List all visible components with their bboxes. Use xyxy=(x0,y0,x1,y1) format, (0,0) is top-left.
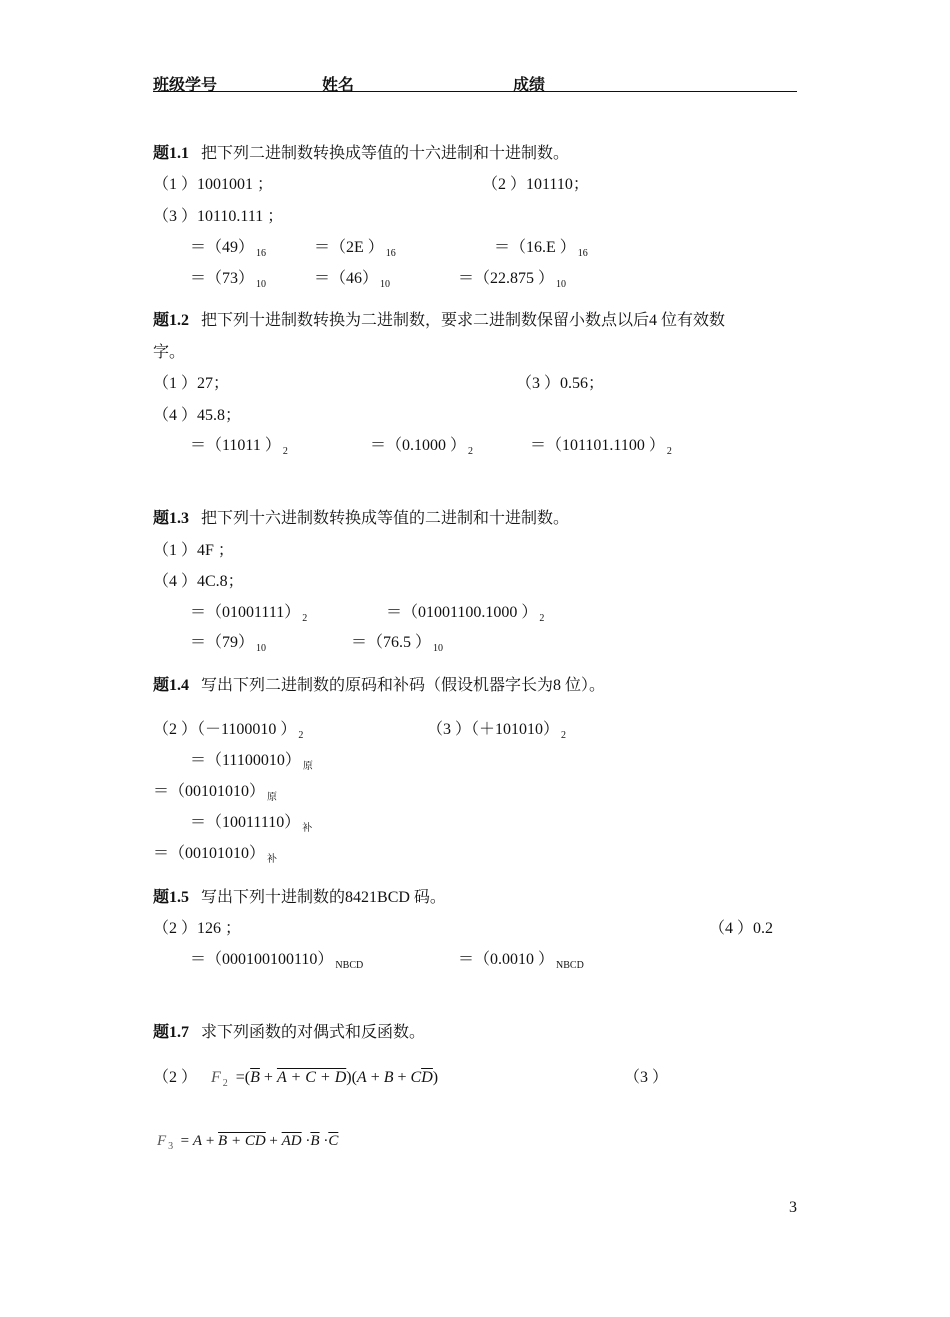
q11-item3: （3 ）10110.111 ； xyxy=(153,208,284,225)
q12-ans2: ＝（0.1000 ） $_2$ xyxy=(370,437,474,457)
q11-dec3: ＝（22.875 ） $_{10}$ xyxy=(458,270,567,290)
q14-r1: ＝（11100010） $_原$ xyxy=(190,752,313,772)
q13-dec1: ＝（79） $_{10}$ xyxy=(190,634,267,654)
q14-item2: （2 ）（－1100010 ） $_2$ xyxy=(153,721,304,741)
q15-ans1: ＝（000100100110） $_{NBCD}$ xyxy=(190,951,364,971)
q15-ans2: ＝（0.0010 ） $_{NBCD}$ xyxy=(458,951,584,971)
q12-item1: （1 ）27； xyxy=(153,375,230,392)
q11-hex1: ＝（49） $_{16}$ xyxy=(190,239,267,259)
header-name: 姓名 xyxy=(322,77,355,94)
page-number: 3 xyxy=(789,1199,797,1216)
q15-item2: （2 ）126 ； xyxy=(153,920,242,937)
q11-title: 题1.1 把下列二进制数转换成等值的十六进制和十进制数。 xyxy=(153,145,570,162)
q14-r2: ＝（00101010） $_原$ xyxy=(153,783,278,803)
q17-f3-formula: F $_3$ = A + B + CD + $\overline{AD} \cdot\overline{B} \cdot\overline{C}$ xyxy=(157,1133,339,1152)
q13-title: 题1.3 把下列十六进制数转换成等值的二进制和十进制数。 xyxy=(153,510,570,527)
q12-item3: （3 ）0.56； xyxy=(516,375,605,392)
q13-bin1: ＝（01001111） $_2$ xyxy=(190,604,308,624)
q14-title: 题1.4 写出下列二进制数的原码和补码（假设机器字长为8 位）。 xyxy=(153,677,606,694)
q14-r3: ＝（10011110） $_补$ xyxy=(190,814,313,834)
header-class-id: 班级学号 xyxy=(153,77,218,94)
q14-item3: （3 ）（＋101010） $_2$ xyxy=(427,721,567,741)
q13-bin2: ＝（01001100.1000 ） $_2$ xyxy=(386,604,545,624)
q11-hex2: ＝（2E ） $_{16}$ xyxy=(314,239,396,259)
q11-dec1: ＝（73） $_{10}$ xyxy=(190,270,267,290)
q13-item1: （1 ）4F ； xyxy=(153,542,234,559)
q11-dec2: ＝（46） $_{10}$ xyxy=(314,270,391,290)
q11-item1: （1 ）1001001 ； xyxy=(153,176,274,193)
q11-hex3: ＝（16.E ） $_{16}$ xyxy=(494,239,588,259)
q15-title: 题1.5 写出下列十进制数的8421BCD 码。 xyxy=(153,889,446,906)
q14-r4: ＝（00101010） $_补$ xyxy=(153,845,278,865)
q17-f2-formula: F $_2 =(\overline{B} + A + C + D)(A + B + CD)$ xyxy=(211,1069,439,1089)
q17-item3: （3 ） xyxy=(624,1069,669,1086)
q12-title: 题1.2 把下列十进制数转换为二进制数，要求二进制数保留小数点以后4 位有效数 xyxy=(153,312,726,329)
q17-item2: （2 ） xyxy=(153,1069,198,1086)
q12-ans3: ＝（101101.1100 ） $_2$ xyxy=(530,437,672,457)
q15-item4: （4 ）0.2 xyxy=(709,920,774,937)
q17-title: 题1.7 求下列函数的对偶式和反函数。 xyxy=(153,1024,426,1041)
q13-item4: （4 ）4C.8； xyxy=(153,573,244,590)
q11-item2: （2 ）101110； xyxy=(482,176,589,193)
header-rule xyxy=(153,91,797,92)
q12-title-cont: 字。 xyxy=(153,344,186,361)
q13-dec2: ＝（76.5 ） $_{10}$ xyxy=(351,634,444,654)
header-score: 成绩 xyxy=(513,77,546,94)
q12-ans1: ＝（11011 ） $_2$ xyxy=(190,437,288,457)
q12-item4: （4 ）45.8； xyxy=(153,407,242,424)
